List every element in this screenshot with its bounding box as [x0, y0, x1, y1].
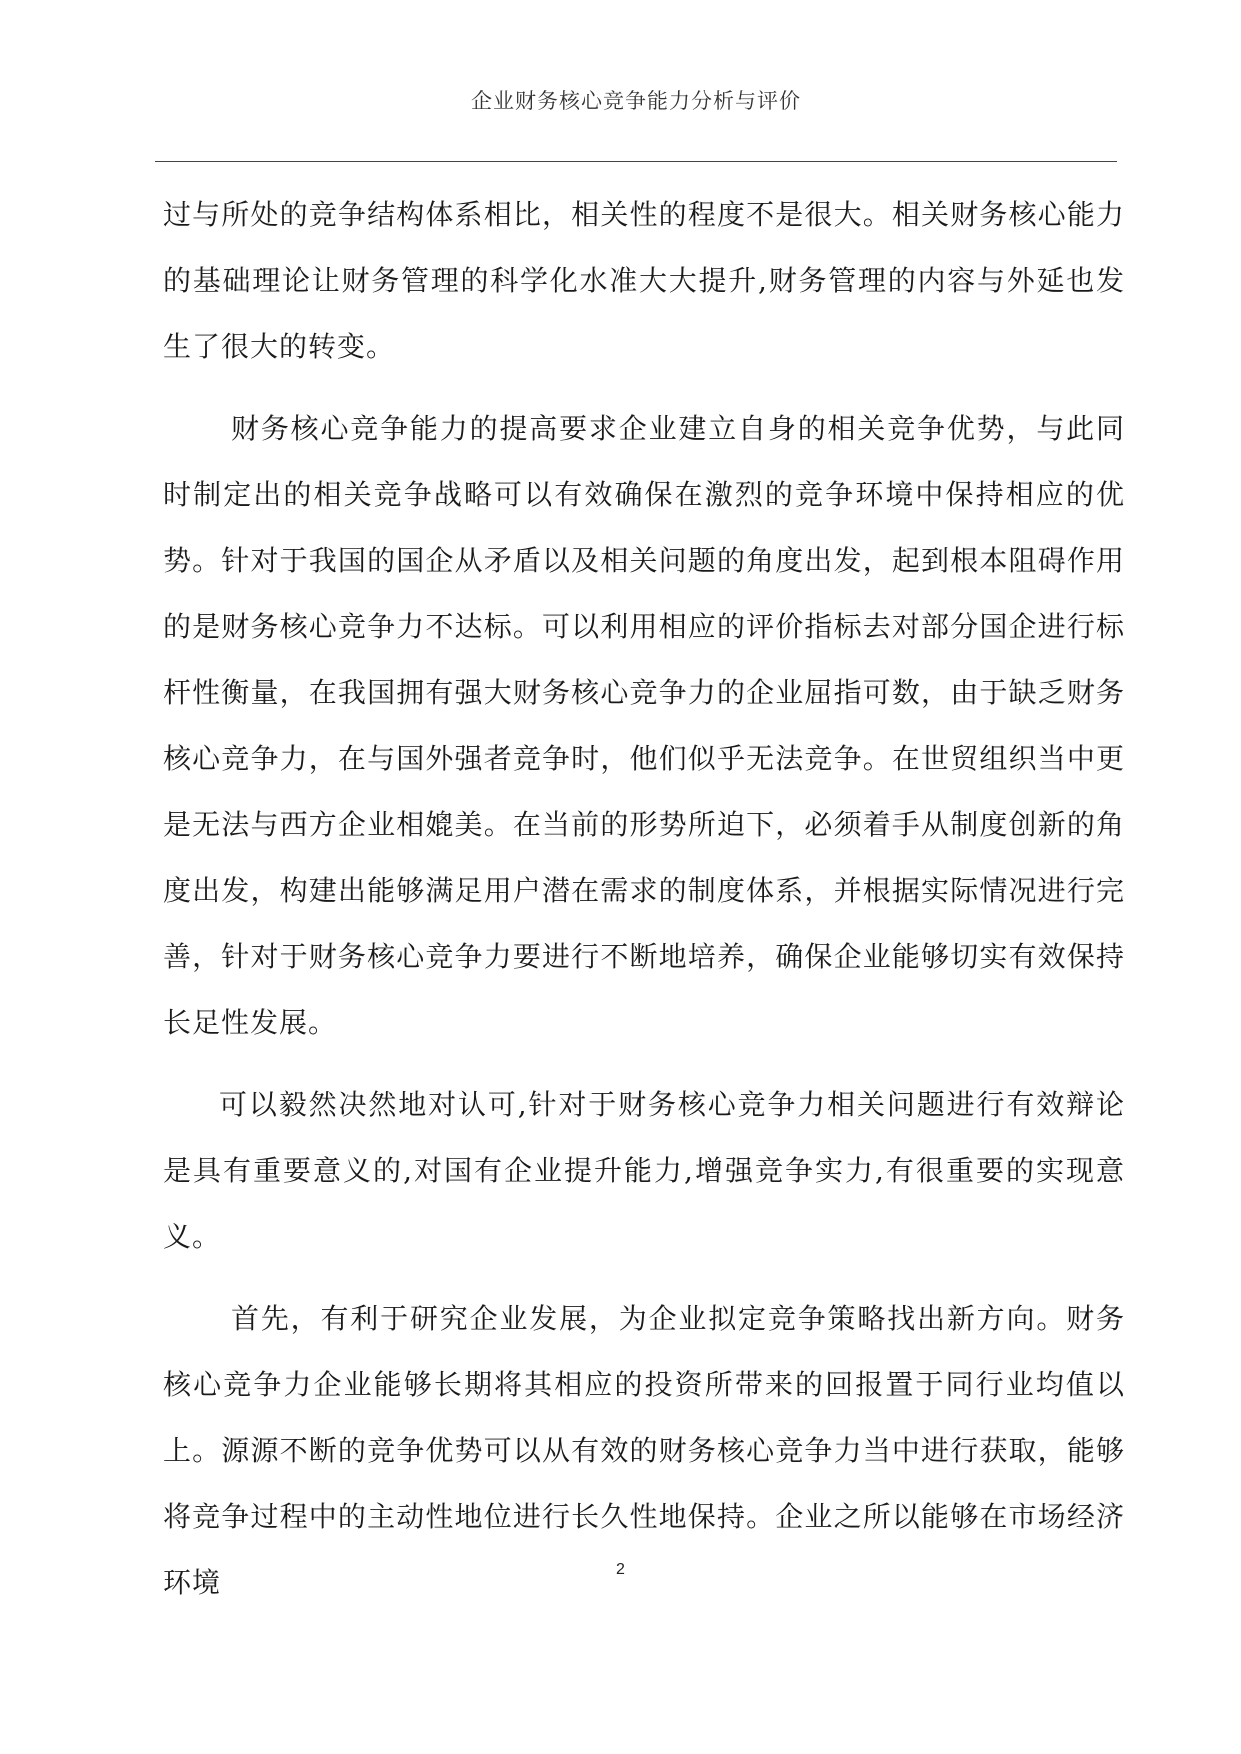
- paragraph-3: 可以毅然决然地对认可,针对于财务核心竞争力相关问题进行有效辩论是具有重要意义的,对国有企业提升能力,增强竞争实力,有很重要的实现意义。: [163, 1088, 1125, 1253]
- paragraph-1: 过与所处的竞争结构体系相比，相关性的程度不是很大。相关财务核心能力的基础理论让财务管理的科学化水准大大提升,财务管理的内容与外延也发生了很大的转变。: [163, 198, 1125, 363]
- page-number: 2: [616, 1561, 625, 1578]
- running-header: 企业财务核心竞争能力分析与评价: [471, 89, 801, 113]
- body-text: [163, 182, 1125, 1616]
- paragraph-2: 财务核心竞争能力的提高要求企业建立自身的相关竞争优势，与此同时制定出的相关竞争战略可以有效确保在激烈的竞争环境中保持相应的优势。针对于我国的国企从矛盾以及相关问题的角度出发，起到根本阻碍作用的是财务核心竞争力不达标。可以利用相应的评价指标去对部分国企进行标杆性衡量，在我国拥有强大财务核心竞争力的企业屈指可数，由于缺乏财务核心竞争力，在与国外强者竞争时，他们似乎无法竞争。在世贸组织当中更是无法与西方企业相媲美。在当前的形势所迫下，必须着手从制度创新的角度出发，构建出能够满足用户潜在需求的制度体系，并根据实际情况进行完善，针对于财务核心竞争力要进行不断地培养，确保企业能够切实有效保持长足性发展。: [163, 412, 1125, 1039]
- paragraph-4: 首先，有利于研究企业发展，为企业拟定竞争策略找出新方向。财务核心竞争力企业能够长期将其相应的投资所带来的回报置于同行业均值以上。源源不断的竞争优势可以从有效的财务核心竞争力当中进行获取，能够将竞争过程中的主动性地位进行长久性地保持。企业之所以能够在市场经济环境: [163, 1302, 1125, 1599]
- header-divider: [155, 161, 1117, 162]
